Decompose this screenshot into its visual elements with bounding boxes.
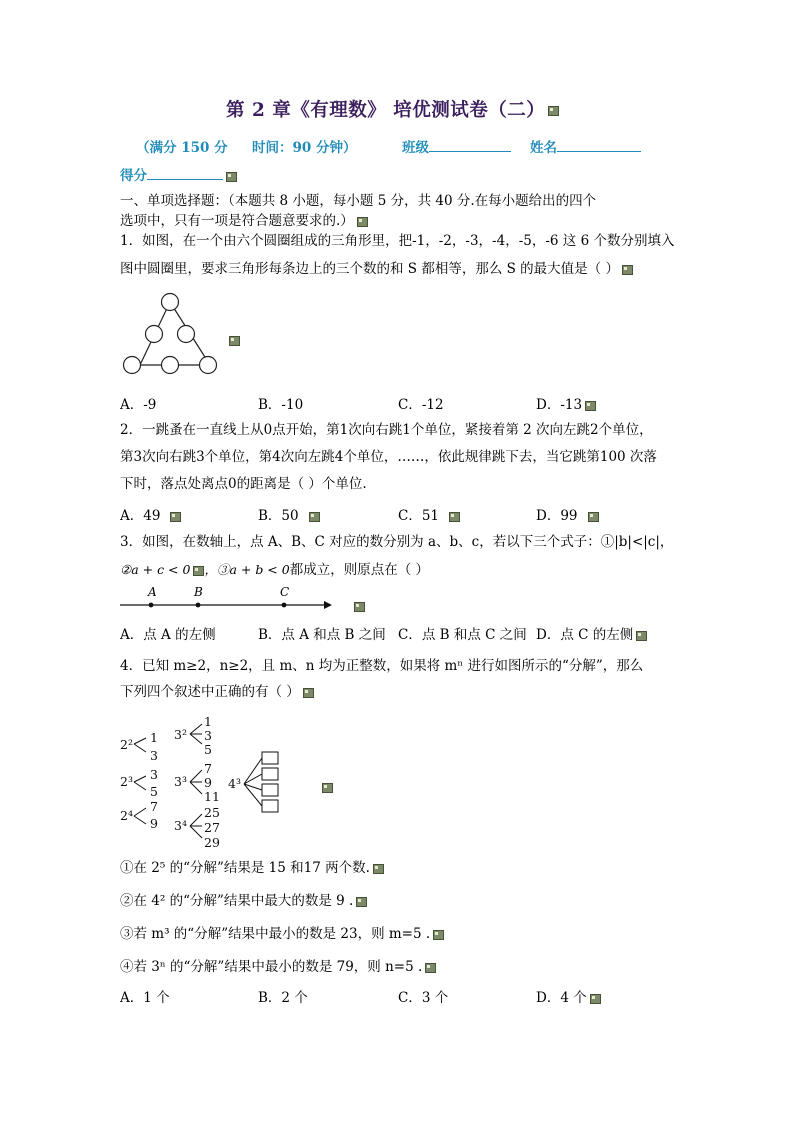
val-3-4-c: 29 — [204, 835, 220, 850]
q2-option-c[interactable] — [398, 504, 460, 524]
q4-statement-1 — [120, 859, 384, 877]
val-2-3-a: 3 — [150, 767, 158, 782]
q2-option-d[interactable] — [536, 504, 599, 524]
q2-line2: 第3次向右跳3个单位，第4次向左跳4个单位，……，依此规律跳下去，当它跳第100 次落 — [120, 449, 657, 465]
anchor-icon — [590, 994, 601, 1004]
anchor-icon — [354, 602, 365, 612]
q3-option-c[interactable]: C．点 B 和点 C 之间 — [398, 627, 527, 643]
name-blank — [557, 150, 641, 152]
anchor-icon — [373, 864, 384, 874]
q4-statement-2-text: ②在 4² 的“分解”结果中最大的数是 9 . — [120, 893, 354, 909]
anchor-icon — [636, 631, 647, 641]
anchor-icon — [170, 512, 181, 522]
q4-statement-3-text: ③若 m³ 的“分解”结果中最小的数是 23，则 m=5 . — [120, 926, 431, 942]
q1-line2 — [120, 260, 633, 278]
exam-time: 时间：90 分钟） — [252, 140, 357, 156]
anchor-icon — [588, 512, 599, 522]
anchor-icon — [303, 688, 314, 698]
q4-statement-2 — [120, 892, 367, 910]
class-field — [402, 136, 511, 156]
point-a — [149, 603, 154, 608]
base-2-4: 2⁴ — [120, 808, 133, 823]
score-field — [120, 164, 237, 184]
val-3-2-c: 5 — [204, 742, 212, 757]
q2-option-d-text: D．99 — [536, 508, 578, 524]
q3-line2-text: 都成立，则原点在（ ） — [289, 562, 429, 578]
q3-option-d-text: D．点 C 的左侧 — [536, 627, 634, 643]
base-3-4: 3⁴ — [174, 818, 187, 833]
val-2-3-b: 5 — [150, 784, 158, 799]
class-blank — [429, 150, 511, 152]
label-c: C — [280, 585, 290, 599]
number-line-figure — [118, 584, 348, 618]
q3-option-a[interactable]: A．点 A 的左侧 — [120, 627, 216, 643]
q2-option-a[interactable] — [120, 504, 181, 524]
point-b — [196, 603, 201, 608]
q4-line1: 4．已知 m≥2，n≥2，且 m、n 均为正整数，如果将 mⁿ 进行如图所示的“分解”，那么 — [120, 658, 644, 674]
anchor-icon — [622, 265, 633, 275]
power-decomposition-figure — [116, 712, 306, 852]
q3-line1: 3．如图，在数轴上，点 A、B、C 对应的数分别为 a、b、c，若以下三个式子：①|b|<|c|， — [120, 534, 674, 550]
class-label: 班级 — [402, 140, 429, 156]
q2-option-a-text: A．49 — [120, 508, 161, 524]
base-3-2: 3² — [174, 727, 187, 742]
q4-statement-3 — [120, 925, 444, 943]
score-blank — [147, 178, 223, 180]
val-3-3-b: 9 — [204, 775, 212, 790]
label-a: A — [148, 585, 157, 599]
anchor-icon — [309, 512, 320, 522]
q4-option-a[interactable]: A．1 个 — [120, 990, 170, 1006]
q4-statement-4-text: ④若 3ⁿ 的“分解”结果中最小的数是 79，则 n=5 . — [120, 959, 423, 975]
q3-condition-2: ②a + c < 0 — [120, 562, 191, 577]
base-4-3: 4³ — [228, 776, 241, 791]
page-title — [226, 96, 559, 122]
q3-option-b[interactable]: B．点 A 和点 B 之间 — [258, 627, 386, 643]
circle-top — [162, 294, 179, 311]
section-header-line2-text: 选项中，只有一项是符合题意要求的.） — [120, 213, 354, 229]
val-3-4-a: 25 — [204, 805, 220, 820]
anchor-icon — [433, 930, 444, 940]
circle-bottom-right — [200, 357, 217, 374]
circle-bottom-mid — [162, 357, 179, 374]
q3-option-d[interactable] — [536, 623, 647, 643]
q1-option-d-text: D．-13 — [536, 397, 583, 413]
val-3-3-a: 7 — [204, 761, 212, 776]
score-label: 得分 — [120, 168, 147, 184]
q4-option-d-text: D．4 个 — [536, 990, 587, 1006]
q4-statement-1-text: ①在 2⁵ 的“分解”结果是 15 和17 两个数. — [120, 860, 370, 876]
title-text: 第 2 章《有理数》 培优测试卷（二） — [226, 100, 546, 121]
section-header-line1: 一、单项选择题：（本题共 8 小题，每小题 5 分，共 40 分.在每小题给出的四个 — [120, 193, 597, 209]
label-b: B — [194, 585, 203, 599]
q2-option-c-text: C．51 — [398, 508, 440, 524]
anchor-icon — [229, 336, 240, 346]
anchor-icon — [226, 172, 237, 182]
q4-statement-4 — [120, 958, 436, 976]
q4-option-c[interactable]: C．3 个 — [398, 990, 449, 1006]
q1-line1: 1．如图，在一个由六个圆圈组成的三角形里，把-1，-2，-3，-4，-5，-6 这 6 个数分别填入 — [120, 233, 675, 249]
anchor-icon — [193, 566, 204, 576]
val-3-2-a: 1 — [204, 714, 212, 729]
anchor-icon — [425, 963, 436, 973]
name-field — [530, 136, 641, 156]
base-3-3: 3³ — [174, 774, 187, 789]
q2-option-b[interactable] — [258, 504, 320, 524]
circle-left-mid — [146, 326, 163, 343]
anchor-icon — [356, 897, 367, 907]
val-2-4-b: 9 — [150, 816, 158, 831]
q4-option-d[interactable] — [536, 986, 601, 1006]
anchor-icon — [585, 401, 596, 411]
anchor-icon — [548, 106, 559, 116]
base-2-2: 2² — [120, 737, 133, 752]
q1-option-d[interactable] — [536, 393, 596, 413]
name-label: 姓名 — [530, 140, 557, 156]
q1-line2-text: 图中圆圈里，要求三角形每条边上的三个数的和 S 都相等，那么 S 的最大值是（ ） — [120, 261, 619, 277]
anchor-icon — [449, 512, 460, 522]
q3-line2 — [120, 561, 429, 579]
q2-option-b-text: B．50 — [258, 508, 299, 524]
q2-line3: 下时，落点处离点0的距离是（ ）个单位. — [120, 476, 367, 492]
circle-bottom-left — [124, 357, 141, 374]
val-3-4-b: 27 — [204, 820, 220, 835]
q4-line2-text: 下列四个叙述中正确的有（ ） — [120, 684, 300, 700]
anchor-icon — [322, 783, 333, 793]
val-2-2-b: 3 — [150, 748, 158, 763]
circle-right-mid — [178, 326, 195, 343]
q4-line2 — [120, 683, 314, 701]
q1-option-a[interactable]: A．-9 — [120, 397, 157, 413]
point-c — [282, 603, 287, 608]
val-3-2-b: 3 — [204, 728, 212, 743]
section-header-line2 — [120, 212, 368, 230]
q3-condition-3: ，③a + b < 0 — [204, 562, 290, 577]
arrow-right-icon — [324, 601, 332, 609]
val-3-3-c: 11 — [204, 789, 220, 804]
anchor-icon — [357, 217, 368, 227]
full-score: （满分 150 分 — [136, 140, 228, 156]
val-2-2-a: 1 — [150, 730, 158, 745]
q1-option-b[interactable]: B．-10 — [258, 397, 304, 413]
q4-option-b[interactable]: B．2 个 — [258, 990, 308, 1006]
q1-option-c[interactable]: C．-12 — [398, 397, 444, 413]
q2-line1: 2．一跳蚤在一直线上从0点开始，第1次向右跳1个单位，紧接着第 2 次向左跳2个单位， — [120, 422, 653, 438]
base-2-3: 2³ — [120, 774, 133, 789]
val-2-4-a: 7 — [150, 799, 158, 814]
